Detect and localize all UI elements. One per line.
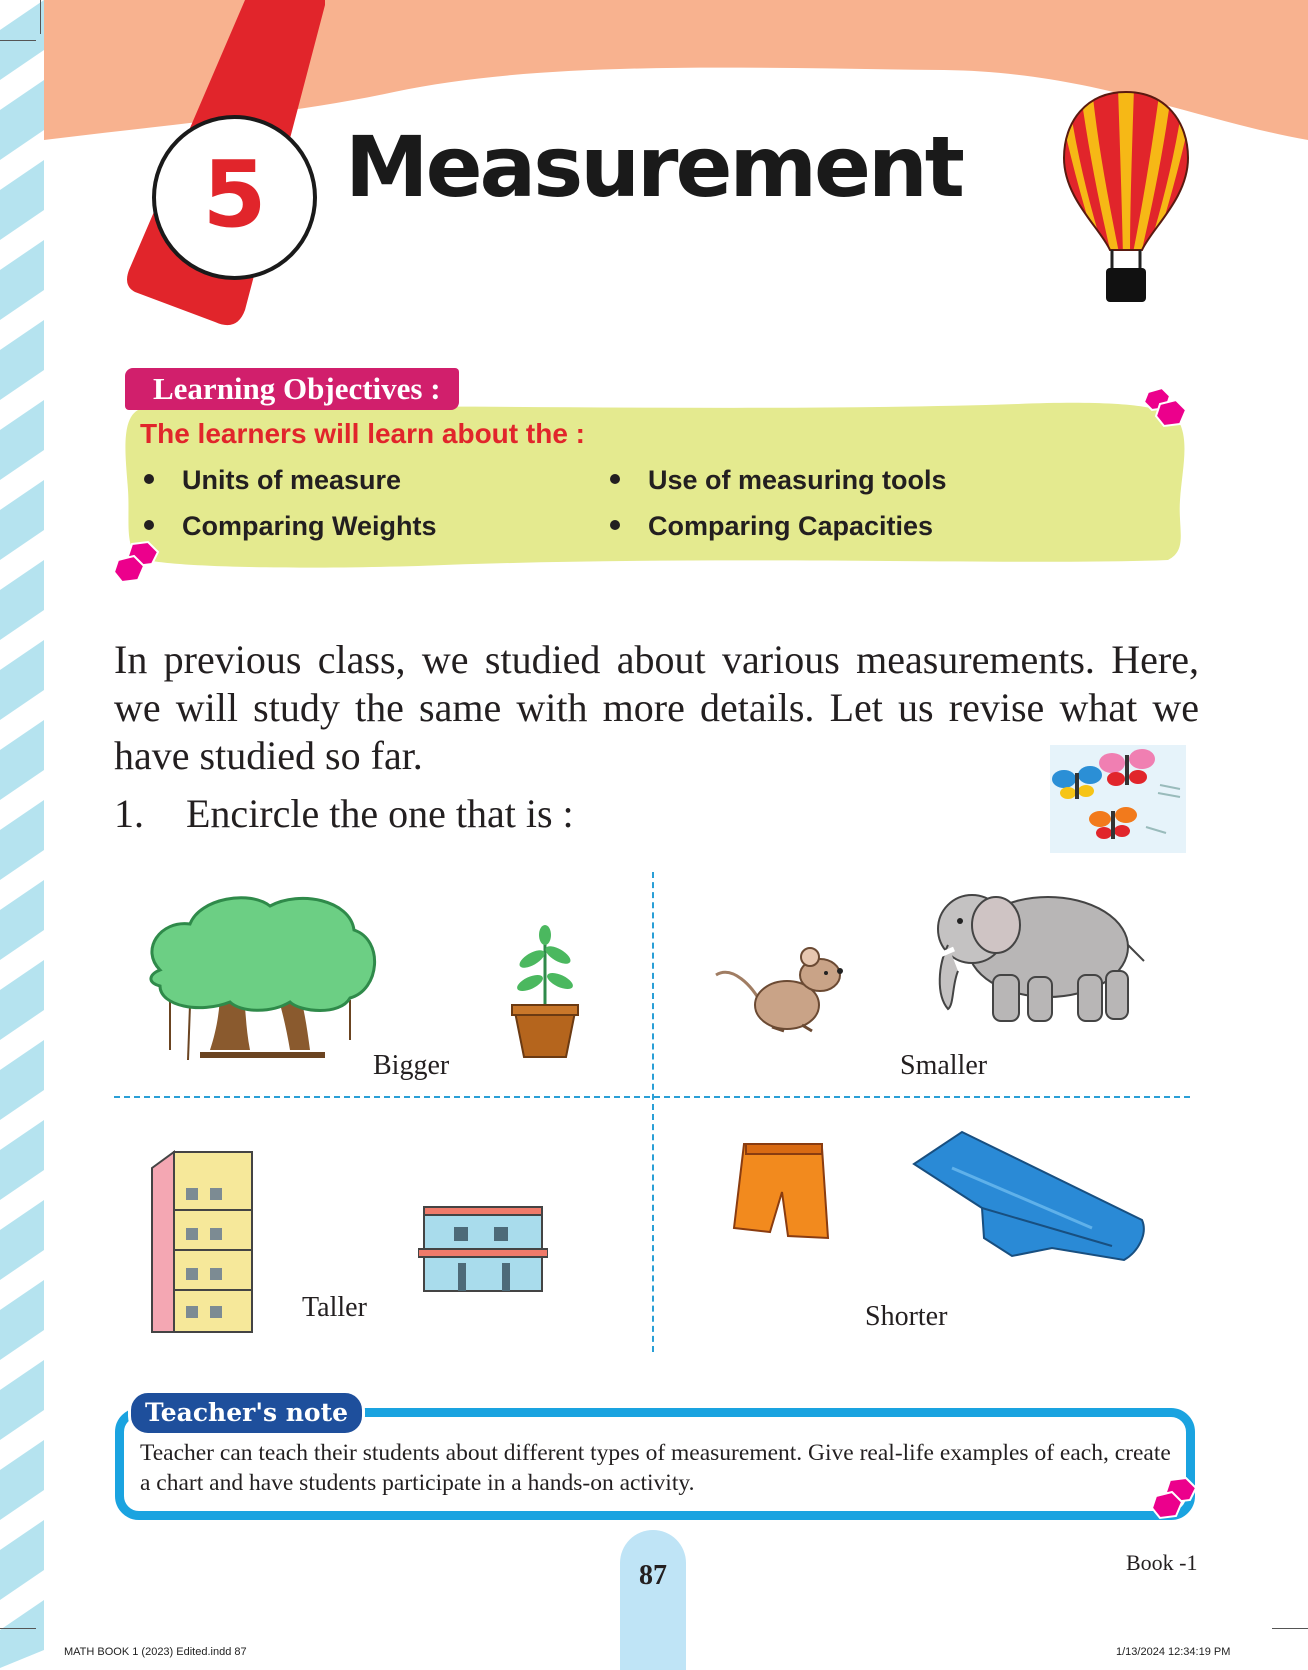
objective-item [610,511,933,542]
bullet-icon [144,520,154,530]
caption-smaller: Smaller [900,1050,988,1081]
objectives-tag: Learning Objectives : [125,368,459,410]
tall-building-illustration [150,1150,255,1335]
crop-mark [40,0,41,34]
decor-shape-icon [1140,386,1192,439]
objectives-intro: The learners will learn about the : [140,418,585,449]
butterflies-illustration [1050,745,1186,853]
chapter-number-badge: 5 [152,115,317,280]
objective-item [610,465,947,496]
grid-divider-horizontal [114,1096,1190,1098]
bullet-icon [610,474,620,484]
caption-bigger: Bigger [373,1050,450,1081]
chapter-title: Measurement [345,118,962,216]
teachers-note-label: Teacher's note [128,1390,365,1436]
footer-timestamp: 1/13/2024 12:34:19 PM [1116,1646,1231,1658]
mouse-illustration [712,935,862,1040]
grid-divider-vertical [652,872,654,1352]
hot-air-balloon-illustration [1060,88,1192,306]
intro-paragraph: In previous class, we studied about various measurements. Here, we will study the same with more details. Let us revise what we have studied so far. [114,637,1199,778]
objective-label: Comparing Weights [182,511,437,541]
objective-label: Use of measuring tools [648,465,947,495]
shorts-illustration [732,1142,832,1242]
bullet-icon [144,474,154,484]
tree-illustration [140,890,385,1070]
question-number: 1. [114,791,144,836]
potted-plant-illustration [510,925,580,1060]
question-text: Encircle the one that is : [186,791,574,836]
objective-label: Units of measure [182,465,402,495]
crop-mark [0,40,36,41]
bullet-icon [610,520,620,530]
page-stripe-border [0,0,44,1668]
short-building-illustration [418,1205,548,1295]
page-number-tab [620,1530,686,1670]
book-label: Book -1 [1126,1550,1198,1575]
caption-taller: Taller [302,1292,367,1323]
caption-shorter: Shorter [865,1301,948,1332]
crop-mark [0,1628,36,1629]
objective-item [144,511,437,542]
objective-label: Comparing Capacities [648,511,934,541]
footer-file-info: MATH BOOK 1 (2023) Edited.indd 87 [64,1646,247,1658]
decor-shape-icon [1150,1476,1202,1529]
elephant-illustration [918,885,1148,1025]
crop-mark [1272,1628,1308,1629]
decor-shape-icon [112,540,164,593]
jeans-illustration [912,1128,1147,1268]
objective-item [144,465,401,496]
page-number: 87 [639,1560,667,1591]
teachers-note-text: Teacher can teach their students about different types of measurement. Give real-life examples of each, create a chart and have students participate in a hands-on activity. [140,1440,1171,1496]
